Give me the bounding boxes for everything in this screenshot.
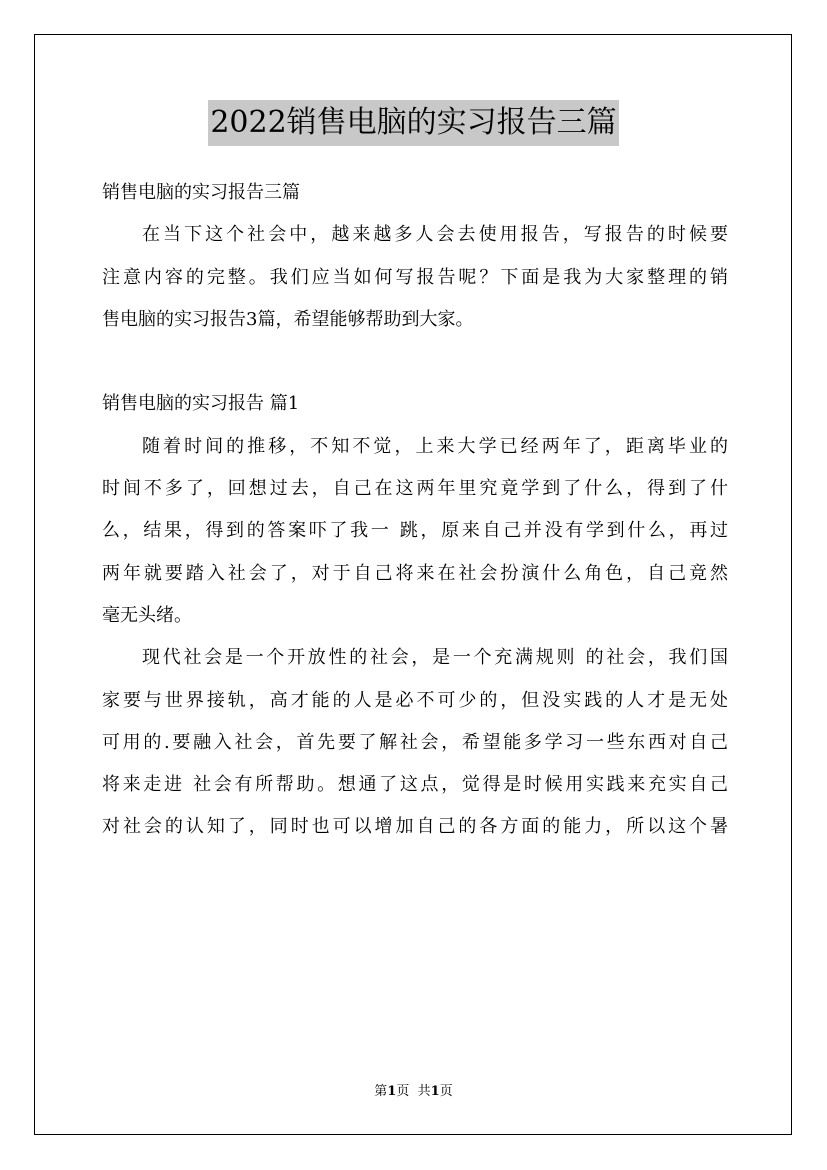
intro-paragraph — [102, 214, 728, 341]
paragraph-line: 注意内容的完整。我们应当如何写报告呢？下面是我为大家整理的销 — [102, 266, 728, 288]
paragraph-line: 售电脑的实习报告3篇，希望能够帮助到大家。 — [102, 308, 474, 330]
paragraph-line: 么，结果，得到的答案吓了我一 跳，原来自己并没有学到什么，再过 — [102, 520, 728, 542]
title-area — [0, 100, 827, 146]
body-paragraph-2 — [102, 637, 728, 848]
document-body — [102, 172, 728, 849]
paragraph-line: 将来走进 社会有所帮助。想通了这点，觉得是时候用实践来充实自己 — [102, 774, 728, 796]
total-prefix: 共 — [417, 1084, 431, 1099]
paragraph-line: 两年就要踏入社会了，对于自己将来在社会扮演什么角色，自己竟然 — [102, 562, 728, 584]
total-suffix: 页 — [439, 1084, 453, 1099]
section-heading: 销售电脑的实习报告 篇1 — [102, 393, 300, 415]
paragraph-line: 随着时间的推移，不知不觉，上来大学已经两年了，距离毕业的 — [142, 435, 728, 457]
body-paragraph-1 — [102, 426, 728, 637]
page-footer — [0, 1083, 827, 1101]
paragraph-line: 毫无头绪。 — [102, 604, 192, 626]
page-current: 1 — [387, 1084, 397, 1099]
page-total: 1 — [430, 1084, 440, 1099]
paragraph-line: 现代社会是一个开放性的社会，是一个充满规则 的社会，我们国 — [142, 647, 728, 669]
paragraph-line: 对社会的认知了，同时也可以增加自己的各方面的能力，所以这个暑 — [102, 816, 728, 838]
page-prefix: 第 — [374, 1084, 388, 1099]
paragraph-line: 时间不多了，回想过去，自己在这两年里究竟学到了什么，得到了什 — [102, 478, 728, 500]
page-suffix: 页 — [396, 1084, 410, 1099]
blank-line — [102, 341, 728, 383]
document-title: 2022销售电脑的实习报告三篇 — [208, 100, 618, 146]
paragraph-line: 家要与世界接轨，高才能的人是必不可少的，但没实践的人才是无处 — [102, 689, 728, 711]
paragraph-line: 在当下这个社会中，越来越多人会去使用报告，写报告的时候要 — [142, 224, 728, 246]
paragraph-line: 可用的.要融入社会，首先要了解社会，希望能多学习一些东西对自己 — [102, 731, 728, 753]
document-subtitle: 销售电脑的实习报告三篇 — [102, 182, 300, 203]
